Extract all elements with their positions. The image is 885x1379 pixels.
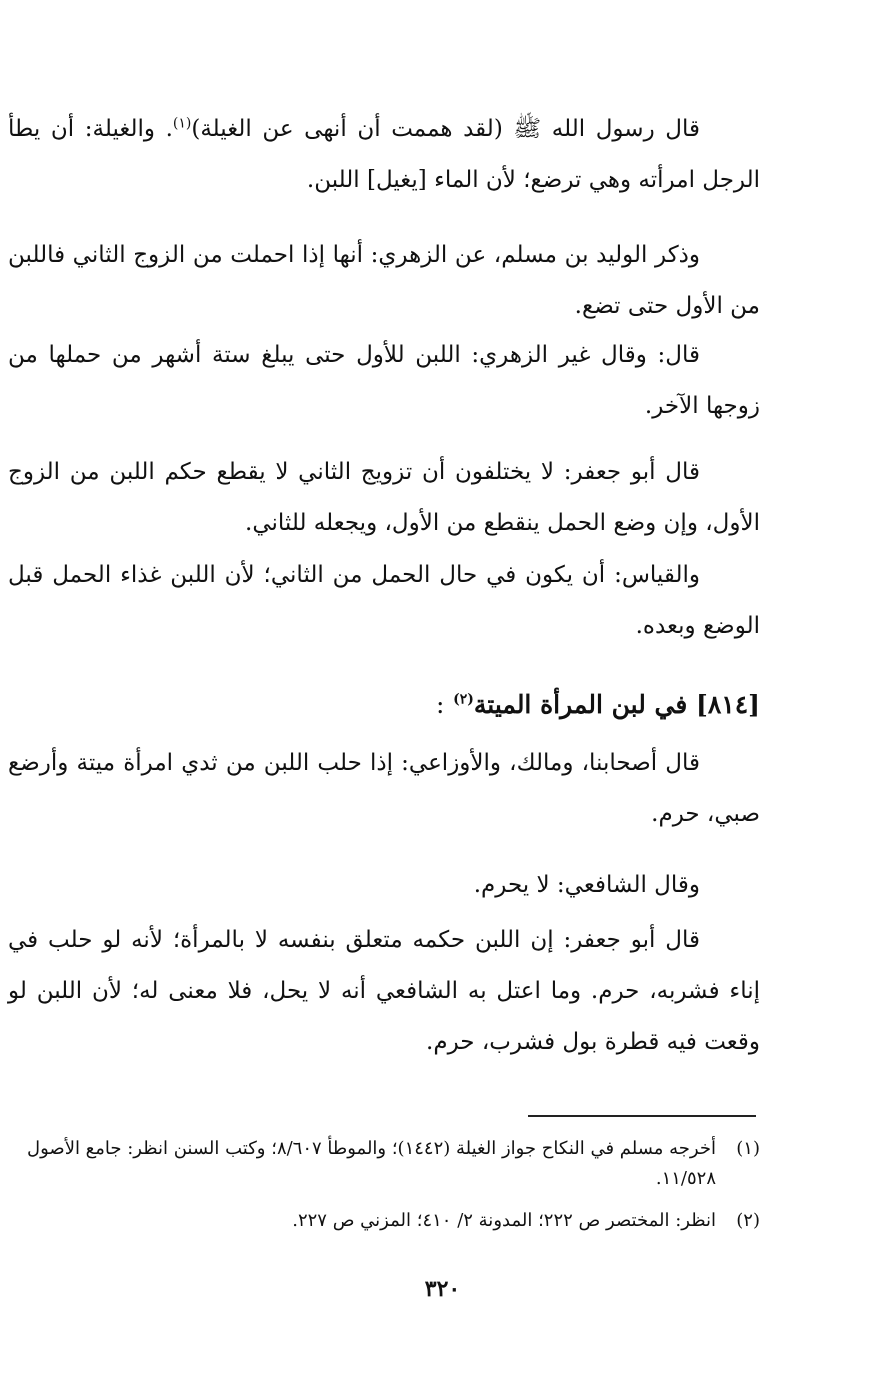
paragraph-other-than-zuhri bbox=[8, 330, 760, 432]
paragraph-abu-jafar-2 bbox=[8, 915, 760, 1068]
paragraph-shafii bbox=[8, 860, 760, 911]
paragraph-text: قال أبو جعفر: لا يختلفون أن تزويج الثاني لا يقطع حكم اللبن من الزوج الأول، وإن وضع الحمل ينقطع من الأول، ويجعله للثاني. bbox=[8, 459, 760, 536]
paragraph-text: وقال الشافعي: لا يحرم. bbox=[473, 872, 700, 898]
section-heading-text: [٨١٤] في لبن المرأة الميتة bbox=[473, 690, 760, 719]
paragraph-text: قال: وقال غير الزهري: اللبن للأول حتى يبلغ ستة أشهر من حملها من زوجها الآخر. bbox=[8, 342, 760, 419]
footnote-number: (١) bbox=[736, 1138, 760, 1159]
paragraph-abu-jafar-1 bbox=[8, 447, 760, 549]
footnote-divider bbox=[528, 1115, 756, 1117]
paragraph-qiyas bbox=[8, 550, 760, 652]
page-number: ٣٢٠ bbox=[424, 1276, 461, 1302]
heading-colon: : bbox=[435, 690, 445, 719]
footnote-text: انظر: المختصر ص ٢٢٢؛ المدونة ٢/ ٤١٠؛ المزني ص ٢٢٧. bbox=[292, 1210, 716, 1231]
paragraph-text-tail: . والغيلة: أن يطأ الرجل امرأته وهي ترضع؛ لأن الماء [يغيل] اللبن. bbox=[8, 116, 760, 193]
footnote-text: أخرجه مسلم في النكاح جواز الغيلة (١٤٤٢)؛ والموطأ ٨/٦٠٧؛ وكتب السنن انظر: جامع الأصول ١١/٥٢٨. bbox=[27, 1138, 716, 1189]
section-heading bbox=[8, 683, 760, 727]
paragraph-ghila bbox=[8, 104, 760, 206]
paragraph-text: والقياس: أن يكون في حال الحمل من الثاني؛ لأن اللبن غذاء الحمل قبل الوضع وبعده. bbox=[8, 562, 760, 639]
paragraph-text: قال أصحابنا، ومالك، والأوزاعي: إذا حلب اللبن من ثدي امرأة ميتة وأرضع صبي، حرم. bbox=[8, 750, 760, 827]
footnote-2 bbox=[8, 1206, 760, 1236]
footnote-ref-2[interactable]: (٢) bbox=[453, 691, 474, 708]
paragraph-text: قال رسول الله ﷺ (لقد هممت أن أنهى عن الغيلة) bbox=[191, 116, 700, 142]
paragraph-text: وذكر الوليد بن مسلم، عن الزهري: أنها إذا احملت من الزوج الثاني فاللبن من الأول حتى تضع. bbox=[8, 242, 760, 319]
paragraph-zuhri bbox=[8, 230, 760, 332]
paragraph-text: قال أبو جعفر: إن اللبن حكمه متعلق بنفسه لا بالمرأة؛ لأنه لو حلب في إناء فشربه، حرم. وما اعتل به الشافعي أنه لا يحل، فلا معنى له؛ لأن اللبن لو وقعت فيه قطرة بول فشرب، حرم. bbox=[8, 927, 760, 1055]
footnote-ref-1[interactable]: (١) bbox=[172, 115, 192, 132]
paragraph-ashabuna bbox=[8, 738, 760, 840]
footnote-1 bbox=[8, 1134, 760, 1194]
footnote-number: (٢) bbox=[736, 1210, 760, 1231]
